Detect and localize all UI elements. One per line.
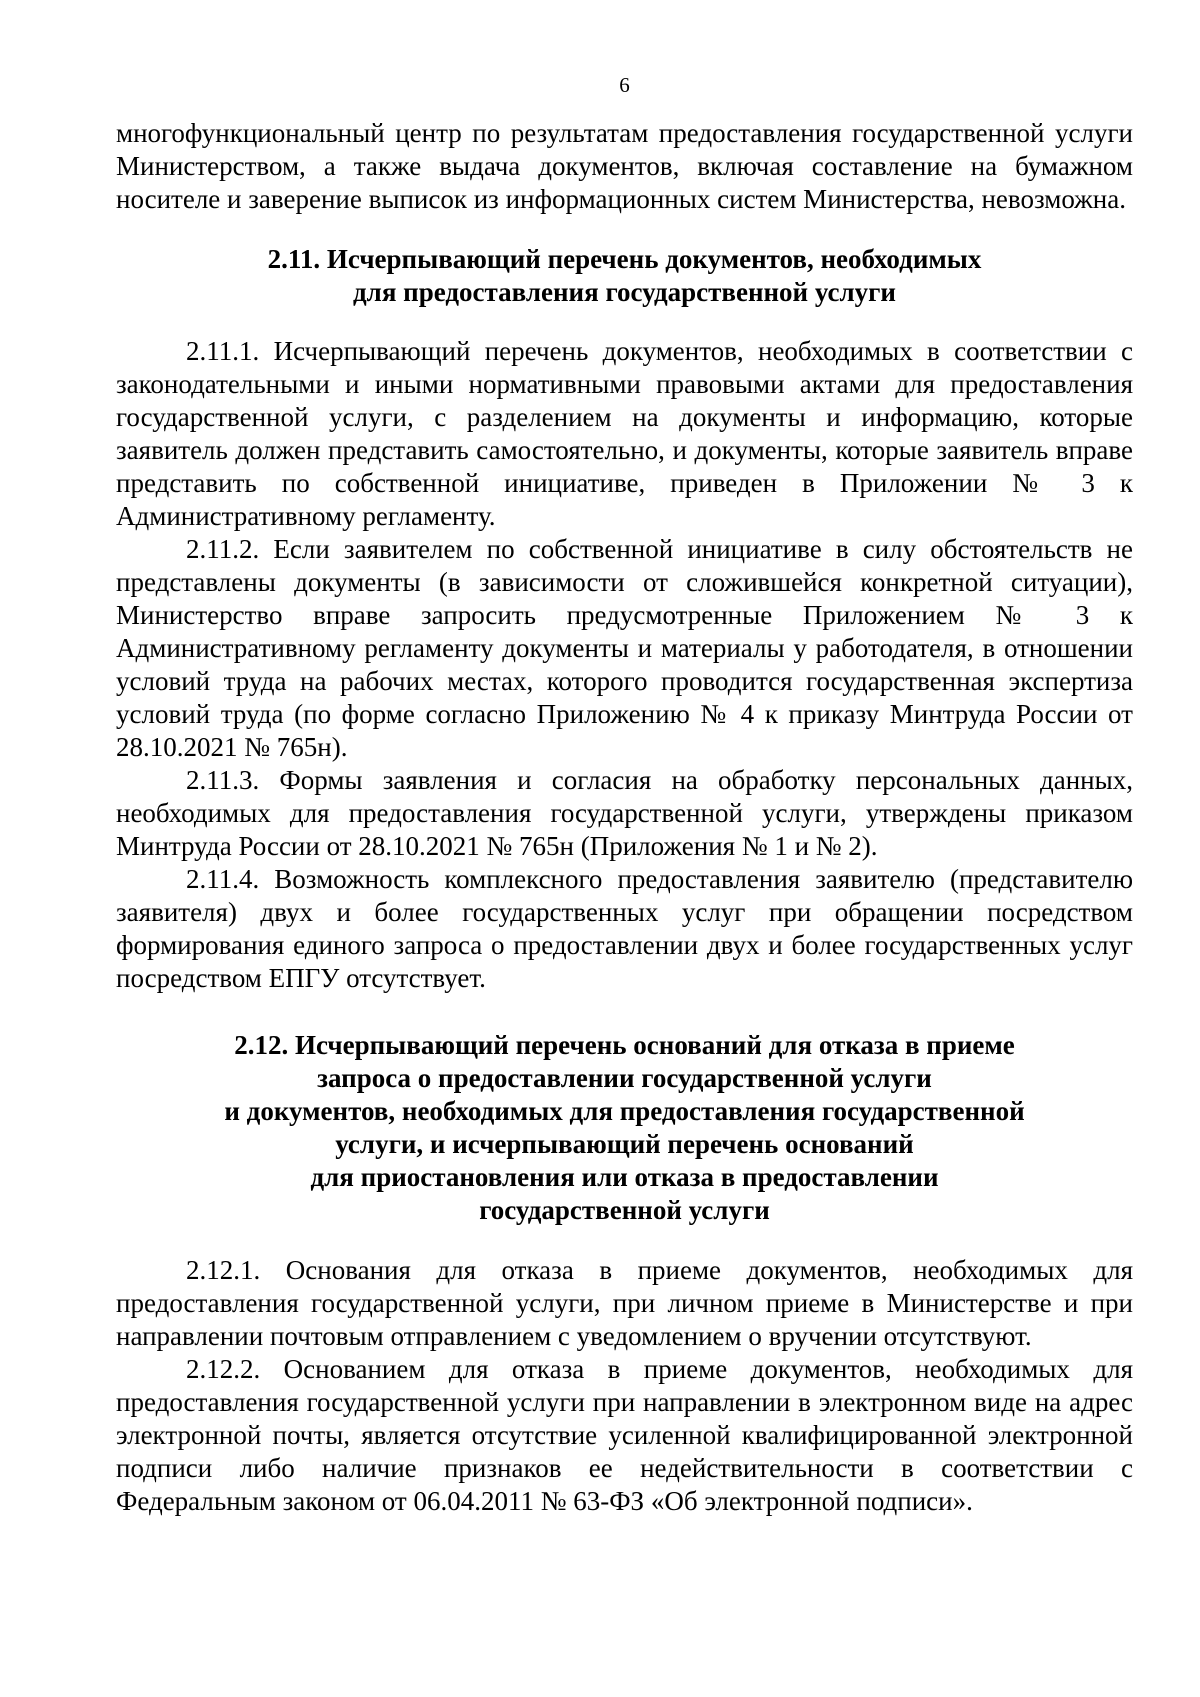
page-number: 6	[619, 73, 630, 97]
section-heading-2-11	[116, 243, 1133, 309]
paragraph-2-11-4: 2.11.4. Возможность комплексного предоставления заявителю (представителю заявителя) двух и более государственных услуг при обращении посредством формирования единого запроса о предоставлении двух и более государственных услуг посредством ЕПГУ отсутствует.	[116, 864, 1133, 993]
paragraph-2-12-2: 2.12.2. Основанием для отказа в приеме документов, необходимых для предоставления государственной услуги при направлении в электронном виде на адрес электронной почты, является отсутствие усиленной квалифицированной электронной подписи либо наличие признаков ее недействительности в соответствии с Федеральным законом от 06.04.2011 № 63-ФЗ «Об электронной подписи».	[116, 1354, 1133, 1516]
heading-line: 2.11. Исчерпывающий перечень документов, необходимых	[267, 244, 982, 274]
paragraph-2-11-2: 2.11.2. Если заявителем по собственной инициативе в силу обстоятельств не представлены документы (в зависимости от сложившейся конкретной ситуации), Министерство вправе запросить предусмотренные Приложением № 3 к Административному регламенту документы и материалы у работодателя, в отношении условий труда на рабочих местах, которого проводится государственная экспертиза условий труда (по форме согласно Приложению № 4 к приказу Минтруда России от 28.10.2021 № 765н).	[116, 534, 1133, 762]
paragraph-2-11-3: 2.11.3. Формы заявления и согласия на обработку персональных данных, необходимых для предоставления государственной услуги, утверждены приказом Минтруда России от 28.10.2021 № 765н (Приложения № 1 и № 2).	[116, 765, 1133, 861]
paragraph-2-11-1: 2.11.1. Исчерпывающий перечень документов, необходимых в соответствии с законодательными и иными нормативными правовыми актами для предоставления государственной услуги, с разделением на документы и информацию, которые заявитель должен представить самостоятельно, и документы, которые заявитель вправе представить по собственной инициативе, приведен в Приложении № 3 к Административному регламенту.	[116, 336, 1133, 531]
paragraph-2-12-1: 2.12.1. Основания для отказа в приеме документов, необходимых для предоставления государственной услуги, при личном приеме в Министерстве и при направлении почтовым отправлением с уведомлением о вручении отсутствуют.	[116, 1255, 1133, 1351]
heading-line: государственной услуги	[479, 1195, 770, 1225]
intro-paragraph: многофункциональный центр по результатам предоставления государственной услуги Министерством, а также выдача документов, включая составление на бумажном носителе и заверение выписок из информационных систем Министерства, невозможна.	[116, 118, 1133, 214]
heading-line: 2.12. Исчерпывающий перечень оснований для отказа в приеме	[234, 1030, 1015, 1060]
heading-line: для приостановления или отказа в предоставлении	[310, 1162, 939, 1192]
section-heading-2-12	[116, 1029, 1133, 1227]
heading-line: для предоставления государственной услуги	[353, 277, 896, 307]
heading-line: и документов, необходимых для предоставления государственной	[224, 1096, 1025, 1126]
heading-line: запроса о предоставлении государственной услуги	[317, 1063, 932, 1093]
heading-line: услуги, и исчерпывающий перечень оснований	[335, 1129, 914, 1159]
